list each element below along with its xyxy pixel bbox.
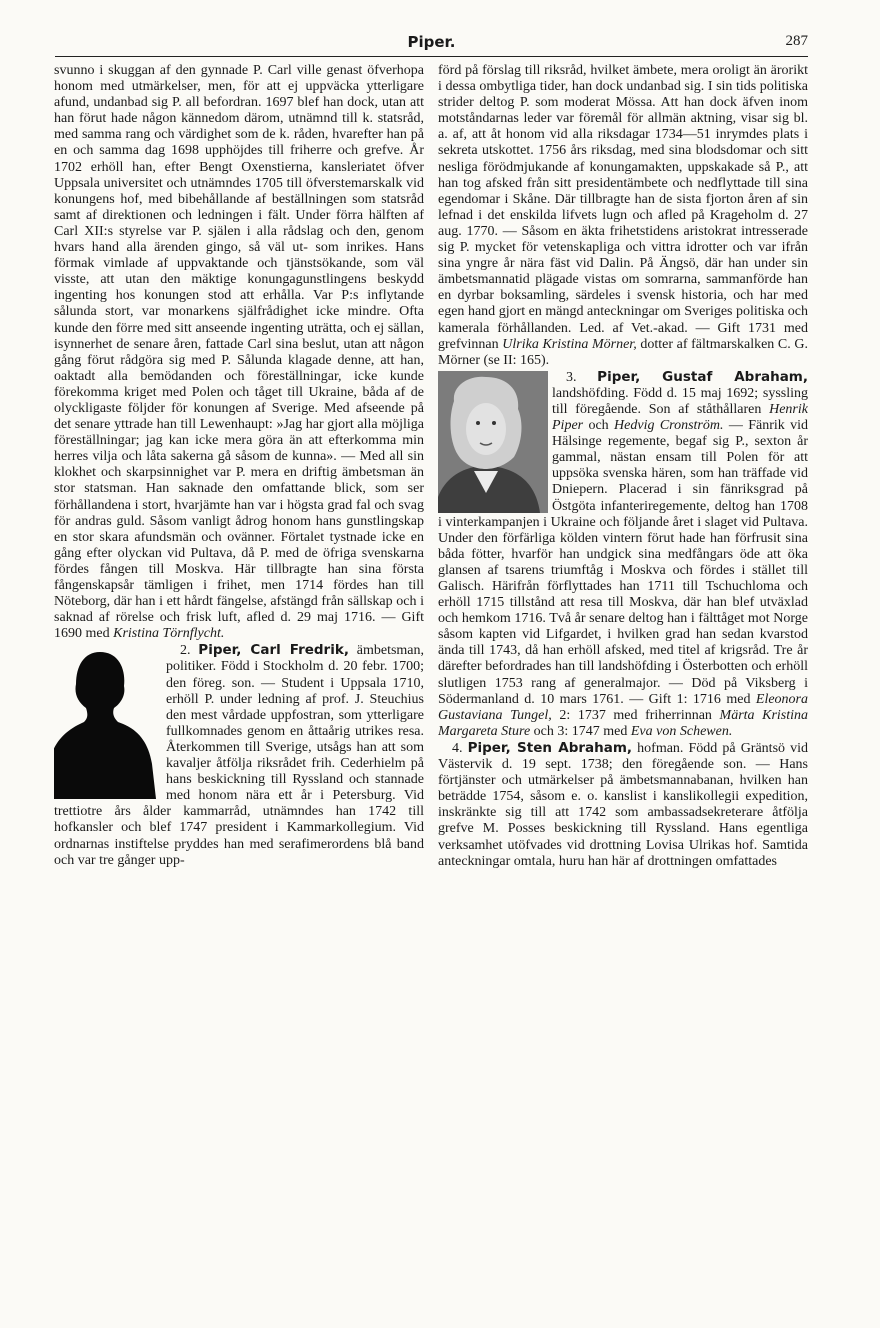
entry-number: 3.: [566, 369, 577, 385]
left-column: [54, 63, 424, 1323]
entry-text: hofman. Född på Gräntsö vid Västervik d. 19 sept. 1738; den föregående son. — Hans förtjänster och utmärkelser på ämbetsmannabanan, hvilken han beträdde 1754, såsom e. o. kanslist i kanslikollegii expedition, inskränkte sig till att 1742 som ambassadsekreterare åtfölja grefve M. Posses beskickning till Ryssland. Hans egentliga verksamhet utöfvades vid drottning Lovisa Ulrikas hof. Samtida anteckningar omtala, huru han här af drottningen omfattades: [438, 740, 808, 869]
entry-number: 4.: [452, 740, 463, 756]
portrait-icon: [438, 371, 548, 513]
text: 2: 1737 med friherrinnan: [559, 707, 712, 723]
entry-number: 2.: [180, 643, 191, 659]
entry-text: — Fänrik vid Hälsinge regemente, begaf sig P., sexton år gammal, nästan ensam till Polen för att uppsöka svenska hären, som han träffade vid Dniepern. Placerad i sin fänriksgrad på Östgöta infanteriregemente, deltog han 1708 i vinterkampanjen i Ukraine och följande året i slaget vid Pultava. Under den förfärliga kölden vintern förut hade han förfrusit sina båda fötter, hvarför han undgick sina medfångars öde att öka glansen af tsarens triumftåg i Moskva och fördes i stället till Galisch. Härifrån förflyttades han 1711 till Tschuchloma och erhöll 1715 tillstånd att resa till Moskva, där han blef utväxlad och hemkom 1716. Två år senare deltog han i fälttåget mot Norge såsom kapten vid Lifgardet, i hvilken grad han sedan kvarstod ända till 1743, då han erhöll afsked, med titel af krigsråd. Tre år därefter befordrades han till landshöfding i Österbotten och erhöll slutligen 1753 rang af generalmajor. — Död på Viksberg i Södermanland d. 10 mars 1761. — Gift 1: 1716 med: [438, 418, 808, 707]
entry-name: Piper, Sten Abraham,: [467, 739, 633, 756]
entry-name: Piper, Gustaf Abraham,: [597, 368, 808, 385]
running-title: Piper.: [407, 33, 456, 51]
text: dotter af fältmarskalken C. G. Mörner (se II: 165).: [438, 336, 808, 368]
silhouette-icon: [54, 644, 160, 799]
italic-name: Henrik Piper: [552, 401, 808, 434]
text: svunno i skuggan af den gynnade P. Carl ville genast öfverhopa honom med utmärkelser, men, för att ej uppväcka ytterligare afund, undanbad sig P. all befordran. 1697 blef han dock, utan att han förut hade någon kännedom därom, utnämnd till k. statsråd, med samma rang och värdighet som de k. råden, hvarefter han på en och samma dag 1698 upphöjdes till friherre och grefve. År 1702 erhöll han, efter Bengt Oxenstierna, kansleriatet öfver Uppsala universitet och utnämndes 1705 till öfverstemarskalk vid konungens hof, med bibehållande af beställningen som statsråd samt af direktionen och ledningen i fält. Under förra hälften af Carl XII:s styrelse var P. själen i alla rådslag och den, genom hvars hand alla ärenden gingo, så väl ut- som inrikes. Hans förmak vimlade af uppvaktande och tjänstsökande, som väl visste, att utan den mäktige konungagunstlingens beskydd ingenting hos konungen stod att erhålla. Var P:s inflytande sålunda stort, var monarkens själfrådighet icke mindre. Ofta kunde den förre med sitt anseende ingenting uträtta, och ej sällan, isynnerhet de senare åren, fattade Carl sina beslut, utan att någon gång förut rådgöra sig med P. Sålunda klagade denne, att han, oaktadt alla bemödanden och föreställningar, icke kunde förekomma kriget med Polen och tåget till Ukraine, båda af de olyckligaste följder för konungen af Sverige. Med afseende på det senare yttrade han till Lewenhaupt: »Jag har gjort alla möjliga föreställningar; jag kan icke mera göra än att efterkomma min herres vilja och låta sakerna gå såsom de kunna». — Med all sin klokhet och skarpsinnighet var P. mera en driftig ämbetsman än stor statsman. Han saknade den omfattande blick, som ser förhållandena i stort, hvarjämte han var i högsta grad fal och svag för andras guld. Såsom vanligt ådrog honom hans gunstlingskap en stor skara afundsmän och ovänner. Förtalet tystnade icke en gång efter olyckan vid Pultava, då P. med de öfriga svenskarna fördes fången till Moskva. Här tillbragte han sina första fångenskapsår tämligen i frihet, men 1714 fördes han till Nöteborg, där han i ett hårdt fängelse, afstängd från sällskap och i saknad af rörelse och frisk luft, afled d. 29 maj 1716. — Gift 1690 med: [54, 63, 424, 642]
text: och: [588, 418, 609, 434]
entry-text: landshöfding. Född d. 15 maj 1692; syssling till föregående. Son af ståthållaren: [552, 385, 808, 417]
engraved-portrait: [438, 371, 548, 513]
header-rule: [55, 56, 808, 57]
left-paragraph: [54, 63, 424, 642]
italic-name: Hedvig Cronström.: [614, 418, 724, 434]
text: och 3: 1747 med: [533, 723, 628, 739]
page-header: [55, 30, 808, 58]
italic-name: Eleonora Gustaviana Tungel,: [438, 691, 808, 723]
entry-carl-fredrik: [54, 642, 424, 868]
entry-gustaf-abraham: [438, 369, 808, 740]
text: förd på förslag till riksråd, hvilket ämbete, mera oroligt än ärorikt i dessa ombytliga tider, han dock undanbad sig. I sin tids politiska strider deltog P. som moderat Mössa. Att han dock äfven inom motståndarnas leder var föremål för allmän aktning, visar sig bl. a. af, att åt honom vid alla riksdagar 1734—51 inrymdes plats i sekreta utskottet. 1756 års riksdag, med sina blodsdomar och sitt nesliga förödmjukande af konungamakten, uppskakade så P., att han tog afsked från sitt presidentämbete och nedflyttade till sina egendomar i Skåne. Där tillbragte han de sista fjorton åren af sin lefnad i det enskilda lifvets lugn och afled på Krageholm d. 27 aug. 1770. — Såsom en äkta frihetstidens aristokrat intresserade sig P. mycket för vetenskapliga och vittra idrotter och var ifrån sina yngre år nära fäst vid Dalin. På Ängsö, där han under sin ämbetsmannatid plägade vistas om somrarna, sammanförde han en dyrbar boksamling, särdeles i svensk historia, och har med egen hand gjort en mängd anteckningar om Sveriges politiska och kamerala förhållanden. Led. af Vet.-akad. — Gift 1731 med grefvinnan: [438, 63, 808, 352]
entry-text: ämbetsman, politiker. Född i Stockholm d. 20 febr. 1700; den föreg. son. — Student i Uppsala 1710, erhöll P. under ledning af prof. J. Steuchius den mest vårdade uppfostran, som ytterligare fullkomnades genom en åttaårig utrikes resa. Återkommen till Sverige, utsågs han att som kavaljer åtfölja riksrådet frih. Cederhielm på hans beskickning till Ryssland och stannade med honom nära ett år i Petersburg. Vid trettiotre års ålder kammarråd, utnämndes han 1742 till hofkansler och blef 1747 president i Kammarkollegium. Vid ordnarnas instiftelse pryddes han med serafimerordens blå band och var tre gånger upp-: [54, 643, 424, 868]
italic-name: Eva von Schewen.: [630, 723, 733, 739]
italic-name: Märta Kristina Margareta Sture: [438, 707, 808, 739]
page-number: 287: [785, 33, 808, 49]
entry-name: Piper, Carl Fredrik,: [198, 642, 349, 659]
right-paragraph: [438, 63, 808, 369]
italic-name: Ulrika Kristina Mörner,: [502, 336, 637, 352]
entry-sten-abraham: [438, 740, 808, 870]
right-column: [438, 63, 808, 1323]
silhouette-portrait: [54, 644, 160, 799]
italic-name: Kristina Törnflycht.: [113, 626, 225, 642]
